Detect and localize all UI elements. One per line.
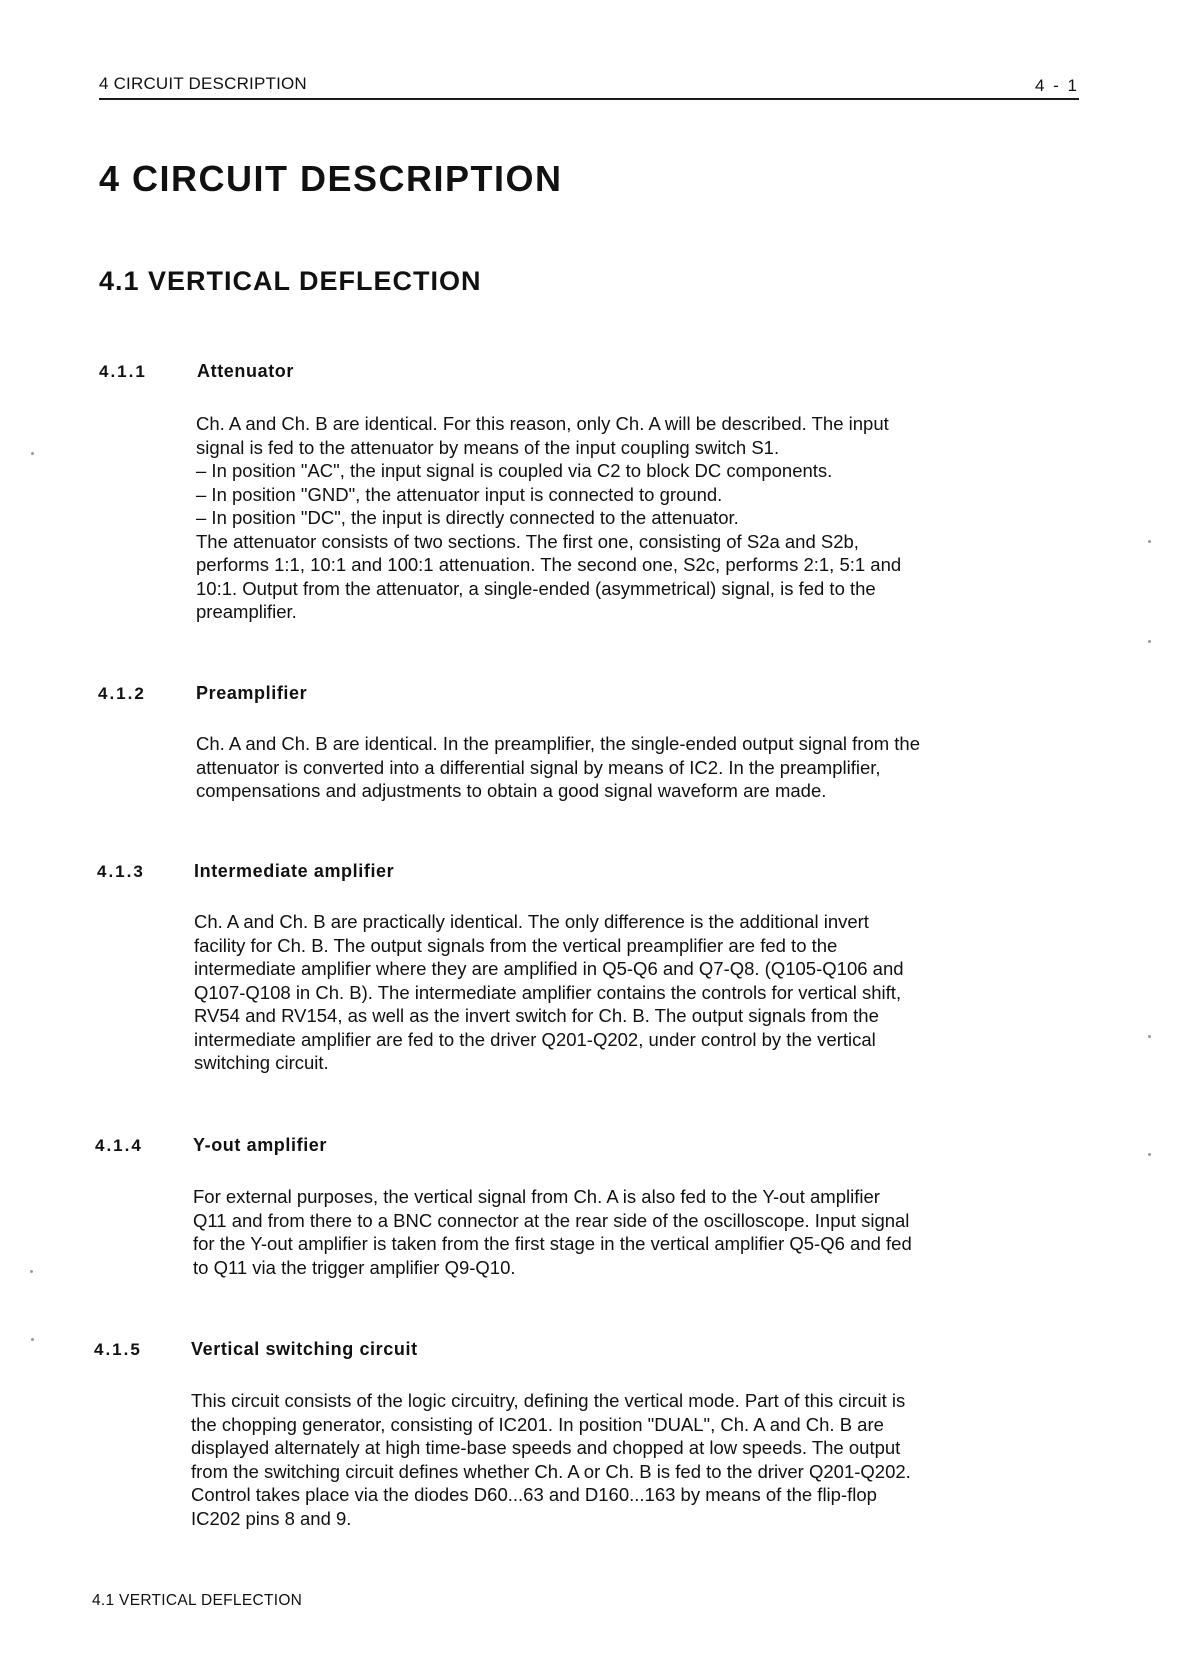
subsection-number: 4.1.5 — [94, 1340, 142, 1359]
subsection-title: Vertical switching circuit — [191, 1339, 418, 1359]
header-chapter-label: 4 CIRCUIT DESCRIPTION — [99, 74, 307, 93]
chapter-title: 4 CIRCUIT DESCRIPTION — [99, 158, 563, 199]
body-line: – In position "GND", the attenuator input is connected to ground. — [196, 483, 723, 505]
subsection-body — [193, 1185, 1073, 1279]
body-line: Q11 and from there to a BNC connector at the rear side of the oscilloscope. Input signal — [193, 1209, 910, 1231]
body-line: – In position "AC", the input signal is coupled via C2 to block DC components. — [196, 460, 833, 481]
subsection-body — [196, 732, 1076, 803]
subsection-body — [194, 910, 1074, 1075]
body-line: preamplifier. — [196, 601, 297, 622]
body-line: to Q11 via the trigger amplifier Q9-Q10. — [193, 1256, 516, 1278]
subsection-body — [196, 412, 1076, 624]
body-line: for the Y-out amplifier is taken from the first stage in the vertical amplifier Q5-Q6 and fed — [193, 1233, 912, 1254]
subsection-title: Intermediate amplifier — [194, 861, 395, 881]
scan-speck — [1148, 1035, 1151, 1038]
body-line: from the switching circuit defines whether Ch. A or Ch. B is fed to the driver Q201-Q202. — [191, 1460, 911, 1482]
subsection-number: 4.1.2 — [98, 684, 146, 703]
scan-speck — [1148, 1153, 1151, 1156]
header-page-number: 4 - 1 — [1034, 76, 1079, 95]
running-footer: 4.1 VERTICAL DEFLECTION — [92, 1592, 303, 1609]
section-title: 4.1 VERTICAL DEFLECTION — [99, 266, 482, 296]
body-line: The attenuator consists of two sections. The first one, consisting of S2a and S2b, — [196, 530, 859, 552]
subsection-title: Preamplifier — [196, 683, 308, 703]
scan-speck — [31, 452, 34, 455]
scan-speck — [1148, 540, 1151, 543]
body-line: IC202 pins 8 and 9. — [191, 1507, 352, 1529]
body-line: Ch. A and Ch. B are practically identical. The only difference is the additional invert — [194, 911, 869, 932]
subsection-number: 4.1.3 — [97, 862, 145, 881]
body-line: Q107-Q108 in Ch. B). The intermediate amplifier contains the controls for vertical shift, — [194, 981, 902, 1003]
body-line: displayed alternately at high time-base speeds and chopped at low speeds. The output — [191, 1437, 901, 1458]
body-line: switching circuit. — [194, 1052, 329, 1073]
body-line: compensations and adjustments to obtain a good signal waveform are made. — [196, 780, 827, 801]
body-line: This circuit consists of the logic circuitry, defining the vertical mode. Part of this circuit is — [191, 1390, 906, 1411]
scan-speck — [30, 1270, 33, 1273]
body-line: the chopping generator, consisting of IC201. In position "DUAL", Ch. A and Ch. B are — [191, 1413, 884, 1435]
body-line: performs 1:1, 10:1 and 100:1 attenuation. The second one, S2c, performs 2:1, 5:1 and — [196, 554, 902, 575]
subsection-title: Attenuator — [197, 361, 294, 381]
body-line: signal is fed to the attenuator by means of the input coupling switch S1. — [196, 436, 780, 458]
body-line: facility for Ch. B. The output signals from the vertical preamplifier are fed to the — [194, 934, 838, 956]
subsection-body — [191, 1389, 1071, 1530]
subsection-number: 4.1.1 — [99, 362, 147, 381]
body-line: Control takes place via the diodes D60...63 and D160...163 by means of the flip-flop — [191, 1484, 877, 1505]
body-line: Ch. A and Ch. B are identical. For this reason, only Ch. A will be described. The input — [196, 413, 889, 434]
running-header — [99, 72, 1079, 100]
subsection-title: Y-out amplifier — [193, 1135, 328, 1155]
body-line: – In position "DC", the input is directly connected to the attenuator. — [196, 507, 739, 528]
subsection-number: 4.1.4 — [95, 1136, 143, 1155]
body-line: For external purposes, the vertical signal from Ch. A is also fed to the Y-out amplifier — [193, 1186, 880, 1207]
body-line: Ch. A and Ch. B are identical. In the preamplifier, the single-ended output signal from the — [196, 733, 920, 754]
body-line: attenuator is converted into a differential signal by means of IC2. In the preamplifier, — [196, 756, 881, 778]
scan-speck — [1148, 640, 1151, 643]
body-line: intermediate amplifier where they are amplified in Q5-Q6 and Q7-Q8. (Q105-Q106 and — [194, 958, 904, 979]
body-line: intermediate amplifier are fed to the driver Q201-Q202, under control by the vertical — [194, 1028, 876, 1050]
scan-speck — [31, 1338, 34, 1341]
body-line: 10:1. Output from the attenuator, a single-ended (asymmetrical) signal, is fed to the — [196, 577, 876, 599]
body-line: RV54 and RV154, as well as the invert switch for Ch. B. The output signals from the — [194, 1005, 879, 1026]
